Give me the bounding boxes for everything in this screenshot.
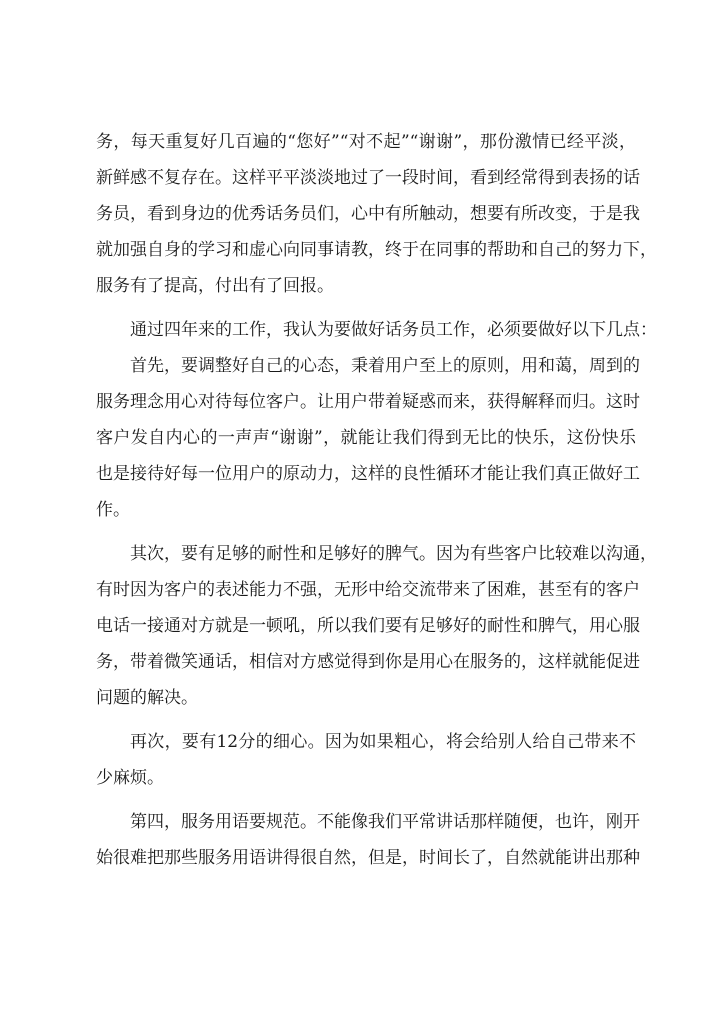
text-line: 务，带着微笑通话，相信对方感觉得到你是用心在服务的，这样就能促进: [96, 652, 640, 672]
text-line: 有时因为客户的表述能力不强，无形中给交流带来了困难，甚至有的客户: [96, 580, 640, 600]
text-line: 电话一接通对方就是一顿吼，所以我们要有足够好的耐性和脾气，用心服: [96, 616, 640, 636]
paragraph-2: [96, 312, 657, 348]
text-line: 首先，要调整好自己的心态，秉着用户至上的原则，用和蔼，周到的: [130, 356, 640, 376]
text-line: 务员，看到身边的优秀话务员们，心中有所触动，想要有所改变，于是我: [96, 204, 640, 224]
text-line: 始很难把那些服务用语讲得很自然，但是，时间长了，自然就能讲出那种: [96, 848, 640, 868]
document-body: [96, 124, 657, 876]
text-line: 务，每天重复好几百遍的“您好”“对不起”“谢谢”，那份激情已经平淡，: [96, 132, 636, 152]
text-line: 问题的解决。: [96, 688, 198, 708]
paragraph-3: [96, 348, 640, 528]
text-line: 其次，要有足够的耐性和足够好的脾气。因为有些客户比较难以沟通，: [130, 544, 657, 564]
text-line: 新鲜感不复存在。这样平平淡淡地过了一段时间，看到经常得到表扬的话: [96, 168, 640, 188]
text-line: 再次，要有12分的细心。因为如果粗心，将会给别人给自己带来不: [130, 732, 636, 752]
paragraph-5: [96, 724, 636, 796]
text-line: 客户发自内心的一声声“谢谢”，就能让我们得到无比的快乐，这份快乐: [96, 428, 636, 448]
text-line: 通过四年来的工作，我认为要做好话务员工作，必须要做好以下几点：: [130, 320, 657, 340]
paragraph-4: [96, 536, 657, 716]
text-line: 也是接待好每一位用户的原动力，这样的良性循环才能让我们真正做好工: [96, 464, 640, 484]
text-line: 少麻烦。: [96, 768, 164, 788]
text-line: 作。: [96, 500, 130, 520]
text-line: 服务理念用心对待每位客户。让用户带着疑惑而来，获得解释而归。这时: [96, 392, 640, 412]
text-line: 服务有了提高，付出有了回报。: [96, 276, 334, 296]
text-line: 第四，服务用语要规范。不能像我们平常讲话那样随便，也许，刚开: [130, 812, 640, 832]
text-line: 就加强自身的学习和虚心向同事请教，终于在同事的帮助和自己的努力下，: [96, 240, 657, 260]
paragraph-6: [96, 804, 640, 876]
paragraph-1: [96, 124, 657, 304]
